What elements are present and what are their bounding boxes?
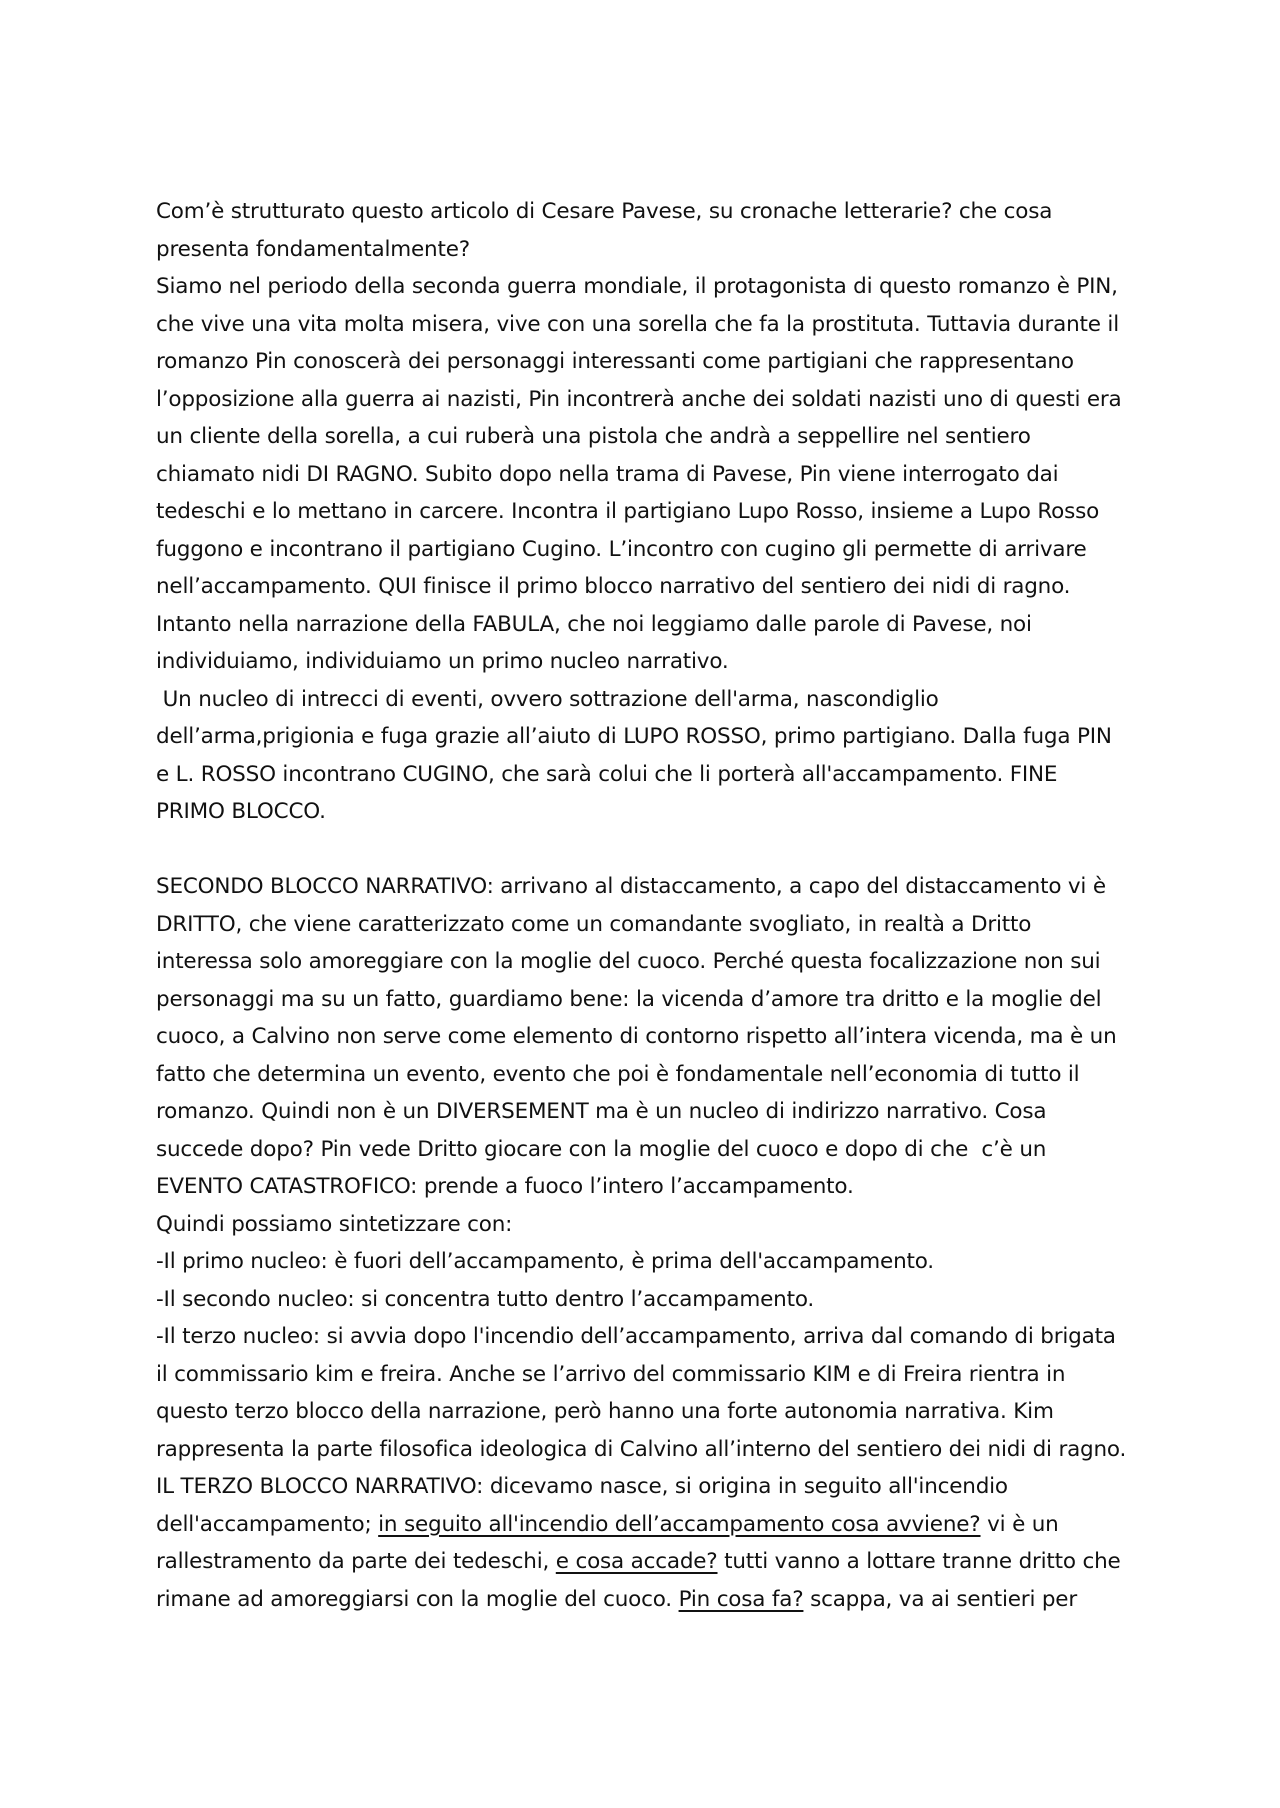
underlined-question-2: e cosa accade? bbox=[555, 1549, 718, 1574]
first-block-paragraph: Un nucleo di intrecci di eventi, ovvero sottrazione dell'arma, nascondiglio dell’arma,prigionia e fuga grazie all’aiuto di LUPO ROSSO, primo partigiano. Dalla fuga PIN e L. ROSSO incontrano CUGINO, che sarà colui che li porterà all'accampamento. FINE PRIMO BLOCCO. bbox=[156, 686, 1119, 824]
third-block-text-3: tutti vanno a lottare tranne dritto che rimane ad amoreggiarsi con la moglie del cuoco. bbox=[156, 1549, 1128, 1612]
nucleus-1-item: -Il primo nucleo: è fuori dell’accampamento, è prima dell'accampamento. bbox=[156, 1249, 934, 1274]
summary-intro: Quindi possiamo sintetizzare con: bbox=[156, 1211, 513, 1237]
nucleus-3-item: -Il terzo nucleo: si avvia dopo l'incendio dell’accampamento, arriva dal comando di brigata il commissario kim e freira. Anche se l’arrivo del commissario KIM e di Freira rientra in questo terzo blocco della narrazione, però hanno una forte autonomia narrativa. Kim rappresenta la parte filosofica ideologica di Calvino all’interno del sentiero dei nidi di ragno. bbox=[156, 1324, 1127, 1462]
nucleus-2-item: -Il secondo nucleo: si concentra tutto dentro l’accampamento. bbox=[156, 1286, 815, 1312]
third-block-text-2: vi è un rallestramento da parte dei tedeschi, bbox=[156, 1511, 1066, 1574]
second-block-paragraph: SECONDO BLOCCO NARRATIVO: arrivano al distaccamento, a capo del distaccamento vi è DRITTO, che viene caratterizzato come un comandante svogliato, in realtà a Dritto interessa solo amoreggiare con la moglie del cuoco. Perché questa focalizzazione non sui personaggi ma su un fatto, guardiamo bene: la vicenda d’amore tra dritto e la moglie del cuoco, a Calvino non serve come elemento di contorno rispetto all’intera vicenda, ma è un fatto che determina un evento, evento che poi è fondamentale nell’economia di tutto il romanzo. Quindi non è un DIVERSEMENT ma è un nucleo di indirizzo narrativo. Cosa succede dopo? Pin vede Dritto giocare con la moglie del cuoco e dopo di che c’è un EVENTO CATASTROFICO: prende a fuoco l’intero l’accampamento. bbox=[156, 874, 1124, 1199]
intro-paragraph: Siamo nel periodo della seconda guerra mondiale, il protagonista di questo romanzo è PIN, che vive una vita molta misera, vive con una sorella che fa la prostituta. Tuttavia durante il romanzo Pin conoscerà dei personaggi interessanti come partigiani che rappresentano l’opposizione alla guerra ai nazisti, Pin incontrerà anche dei soldati nazisti uno di questi era un cliente della sorella, a cui ruberà una pistola che andrà a seppellire nel sentiero chiamato nidi DI RAGNO. Subito dopo nella trama di Pavese, Pin viene interrogato dai tedeschi e lo mettano in carcere. Incontra il partigiano Lupo Rosso, insieme a Lupo Rosso fuggono e incontrano il partigiano Cugino. L’incontro con cugino gli permette di arrivare nell’accampamento. QUI finisce il primo blocco narrativo del sentiero dei nidi di ragno. Intanto nella narrazione della FABULA, che noi leggiamo dalle parole di Pavese, noi individuiamo, individuiamo un primo nucleo narrativo. bbox=[156, 274, 1129, 674]
blank-line bbox=[156, 831, 1130, 869]
question-paragraph: Com’è strutturato questo articolo di Cesare Pavese, su cronache letterarie? che cosa presenta fondamentalmente? bbox=[156, 199, 1059, 262]
third-block-text-1: IL TERZO BLOCCO NARRATIVO: dicevamo nasce, si origina in seguito all'incendio dell'accampamento; bbox=[156, 1474, 1015, 1537]
underlined-question-1: in seguito all'incendio dell’accampamento cosa avviene? bbox=[378, 1511, 981, 1537]
third-block-text-4: scappa, va ai sentieri per bbox=[803, 1586, 1077, 1612]
third-block-paragraph bbox=[156, 1468, 1130, 1618]
document-page bbox=[156, 193, 1130, 1618]
underlined-question-3: Pin cosa fa? bbox=[678, 1586, 804, 1612]
